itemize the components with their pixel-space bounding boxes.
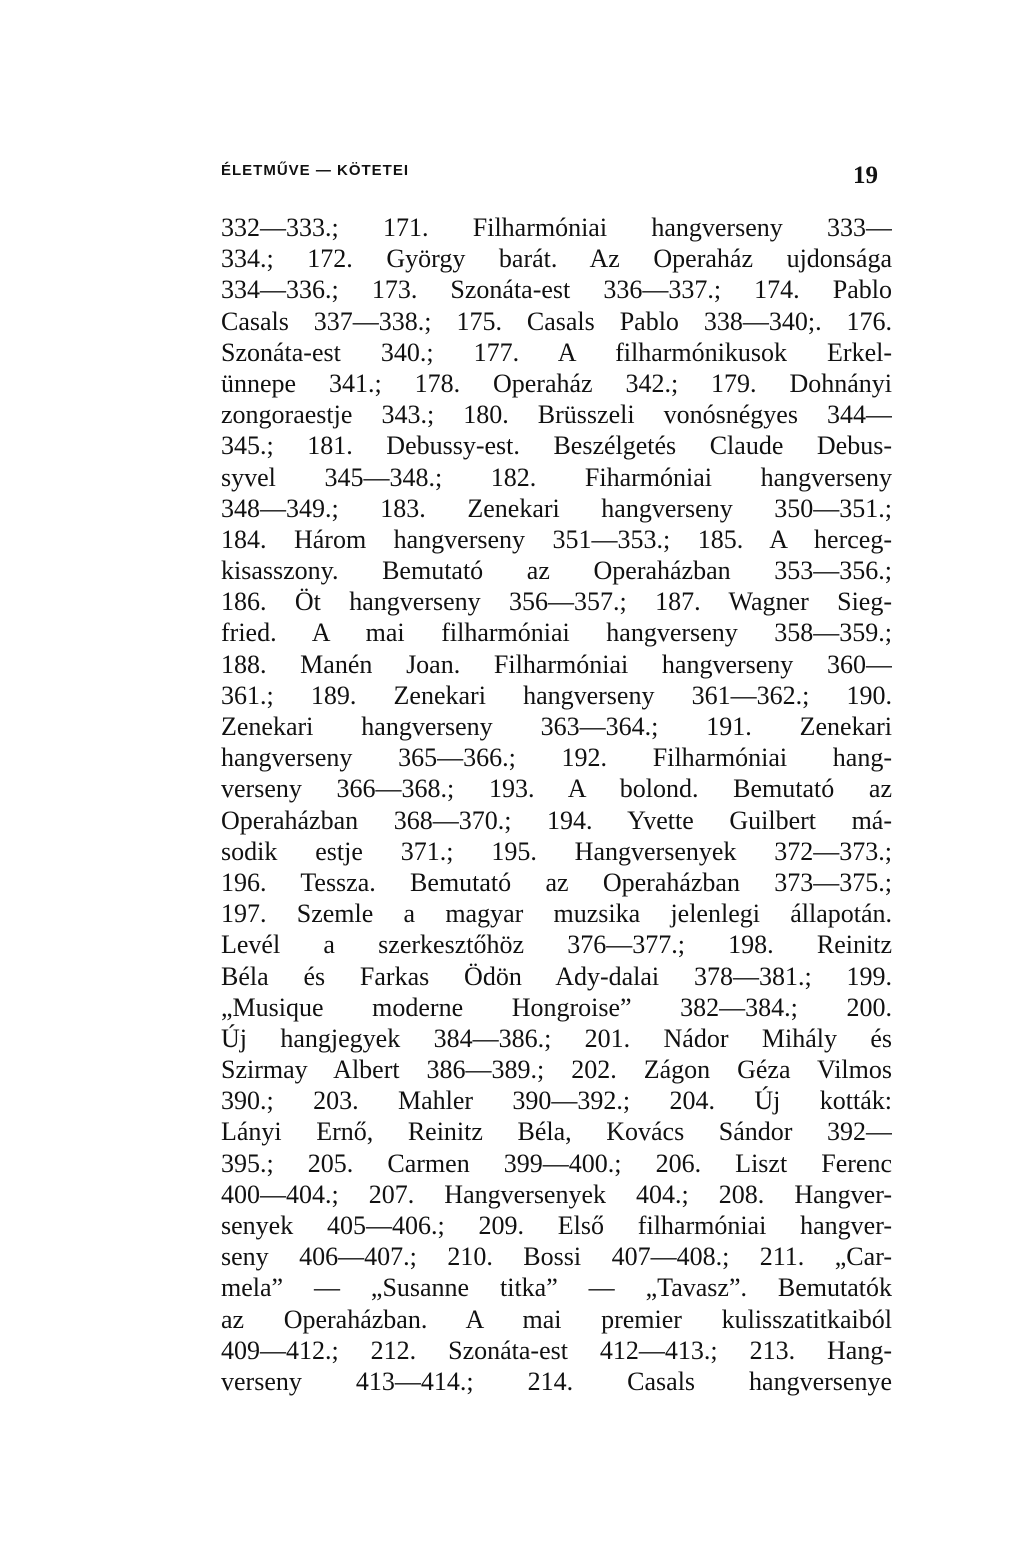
text-line: Szirmay Albert 386—389.; 202. Zágon Géza Vilmos	[221, 1055, 892, 1085]
text-line: Új hangjegyek 384—386.; 201. Nádor Mihály és	[221, 1023, 892, 1053]
text-line: 361.; 189. Zenekari hangverseny 361—362.; 190.	[221, 680, 892, 710]
text-line: „Musique moderne Hongroise” 382—384.; 200.	[221, 992, 892, 1022]
text-line: 409—412.; 212. Szonáta-est 412—413.; 213. Hang-	[221, 1335, 892, 1365]
text-line: senyek 405—406.; 209. Első filharmóniai hangver-	[221, 1211, 892, 1240]
text-line: Béla és Farkas Ödön Ady-dalai 378—381.; 199.	[221, 961, 892, 991]
text-line: Lányi Ernő, Reinitz Béla, Kovács Sándor 392—	[221, 1117, 892, 1147]
text-line: Szonáta-est 340.; 177. A filharmónikusok Erkel-	[221, 337, 892, 367]
text-line: 186. Öt hangverseny 356—357.; 187. Wagner Sieg-	[221, 587, 892, 617]
text-line: Operaházban 368—370.; 194. Yvette Guilbert má-	[221, 805, 892, 835]
text-line: hangverseny 365—366.; 192. Filharmóniai hang-	[221, 743, 892, 773]
text-line: 348—349.; 183. Zenekari hangverseny 350—351.;	[221, 493, 892, 523]
text-line: 197. Szemle a magyar muzsika jelenlegi állapotán.	[221, 899, 892, 929]
text-line: 390.; 203. Mahler 390—392.; 204. Új kották:	[221, 1086, 892, 1116]
text-line: 395.; 205. Carmen 399—400.; 206. Liszt Ferenc	[221, 1148, 892, 1178]
text-line: 332—333.; 171. Filharmóniai hangverseny 333—	[221, 213, 892, 242]
text-line: 196. Tessza. Bemutató az Operaházban 373—375.;	[221, 867, 892, 897]
text-line: ünnepe 341.; 178. Operaház 342.; 179. Dohnányi	[221, 368, 892, 398]
running-head: ÉLETMŰVE — KÖTETEI	[221, 162, 410, 179]
text-line: verseny 413—414.; 214. Casals hangversenye	[221, 1366, 892, 1396]
text-line: zongoraestje 343.; 180. Brüsszeli vonósnégyes 344—	[221, 400, 892, 430]
text-line: verseny 366—368.; 193. A bolond. Bemutató az	[221, 774, 892, 804]
text-line: az Operaházban. A mai premier kulisszatitkaiból	[221, 1304, 892, 1334]
text-line: 334—336.; 173. Szonáta-est 336—337.; 174. Pablo	[221, 275, 892, 305]
text-line: mela” — „Susanne titka” — „Tavasz”. Bemutatók	[221, 1273, 892, 1303]
text-line: Casals 337—338.; 175. Casals Pablo 338—340;. 176.	[221, 306, 892, 336]
text-line: Zenekari hangverseny 363—364.; 191. Zenekari	[221, 712, 892, 741]
text-line: 184. Három hangverseny 351—353.; 185. A herceg-	[221, 524, 892, 554]
text-line: 400—404.; 207. Hangversenyek 404.; 208. Hangver-	[221, 1179, 892, 1209]
text-line: 345.; 181. Debussy-est. Beszélgetés Claude Debus-	[221, 431, 892, 461]
body-text	[221, 212, 892, 1397]
text-line: seny 406—407.; 210. Bossi 407—408.; 211. „Car-	[221, 1242, 892, 1272]
text-line: kisasszony. Bemutató az Operaházban 353—356.;	[221, 556, 892, 586]
text-line: 334.; 172. György barát. Az Operaház ujdonsága	[221, 244, 892, 274]
text-line: Levél a szerkesztőhöz 376—377.; 198. Reinitz	[221, 930, 892, 960]
page-number: 19	[853, 162, 878, 189]
text-line: 188. Manén Joan. Filharmóniai hangverseny 360—	[221, 649, 892, 679]
text-line: sodik estje 371.; 195. Hangversenyek 372—373.;	[221, 836, 892, 866]
text-line: fried. A mai filharmóniai hangverseny 358—359.;	[221, 618, 892, 648]
text-line: syvel 345—348.; 182. Fiharmóniai hangverseny	[221, 462, 892, 492]
